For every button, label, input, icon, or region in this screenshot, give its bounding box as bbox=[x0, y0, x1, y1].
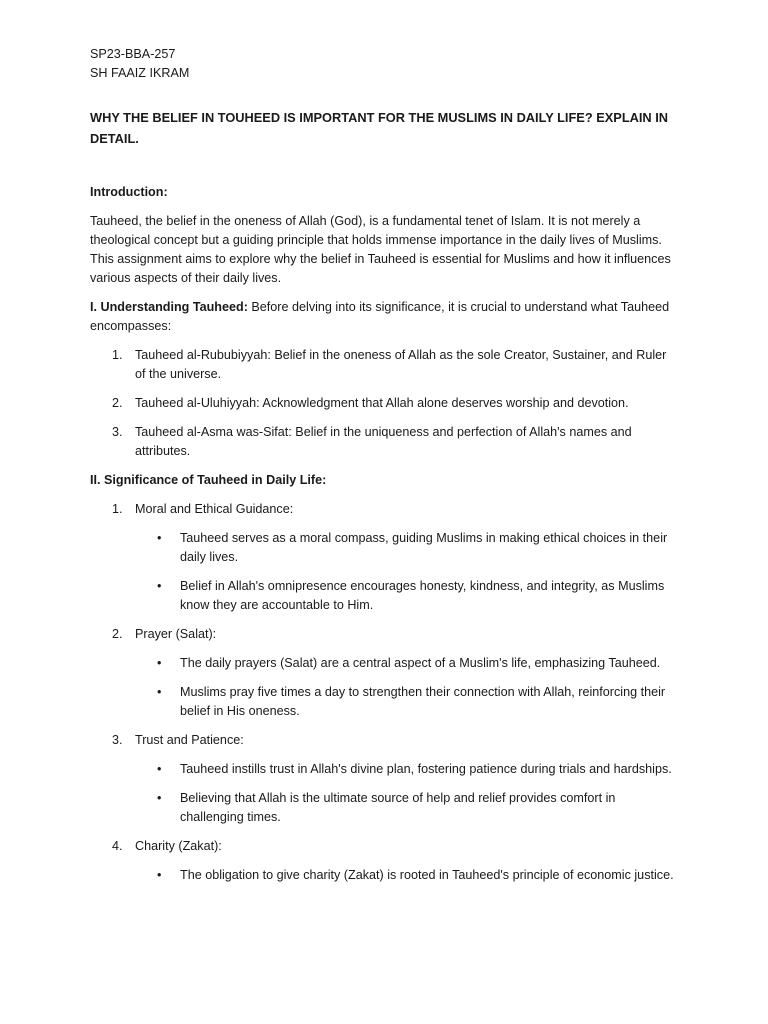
student-id: SP23-BBA-257 bbox=[90, 47, 176, 61]
list-item bbox=[90, 346, 680, 384]
bullet-icon: • bbox=[157, 791, 162, 805]
bullet-icon: • bbox=[157, 685, 162, 699]
bullet-text: Believing that Allah is the ultimate source of help and relief provides comfort in challenging times. bbox=[180, 791, 616, 824]
bullet-item bbox=[135, 654, 680, 673]
section2-heading-line bbox=[90, 471, 680, 490]
section1-heading: I. Understanding Tauheed: bbox=[90, 300, 248, 314]
bullet-item bbox=[135, 866, 680, 885]
list-item-text: Tauheed al-Uluhiyyah: Acknowledgment that Allah alone deserves worship and devotion. bbox=[135, 396, 629, 410]
bullet-list bbox=[135, 529, 680, 615]
bullet-item bbox=[135, 683, 680, 721]
bullet-list bbox=[135, 866, 680, 885]
bullet-list bbox=[135, 654, 680, 721]
list-number: 1. bbox=[112, 502, 123, 516]
bullet-item bbox=[135, 577, 680, 615]
list-item bbox=[90, 731, 680, 827]
bullet-icon: • bbox=[157, 579, 162, 593]
intro-paragraph: Tauheed, the belief in the oneness of Allah (God), is a fundamental tenet of Islam. It is not merely a theological concept but a guiding principle that holds immense importance in the daily lives of Muslims. This assignment aims to explore why the belief in Tauheed is essential for Muslims and how it influences various aspects of their daily lives. bbox=[90, 214, 671, 285]
bullet-text: Muslims pray five times a day to strengthen their connection with Allah, reinforcing their belief in His oneness. bbox=[180, 685, 666, 718]
assignment-title: WHY THE BELIEF IN TOUHEED IS IMPORTANT FOR THE MUSLIMS IN DAILY LIFE? EXPLAIN IN DETAIL. bbox=[90, 110, 669, 146]
list-number: 3. bbox=[112, 733, 123, 747]
list-item-text: Moral and Ethical Guidance: bbox=[135, 502, 294, 516]
list-item bbox=[90, 394, 680, 413]
section1-paragraph bbox=[90, 298, 680, 336]
list-item-text: Prayer (Salat): bbox=[135, 627, 217, 641]
list-item bbox=[90, 625, 680, 721]
list-item bbox=[90, 500, 680, 615]
list-item-text: Trust and Patience: bbox=[135, 733, 244, 747]
bullet-icon: • bbox=[157, 531, 162, 545]
bullet-text: Tauheed serves as a moral compass, guiding Muslims in making ethical choices in their daily lives. bbox=[180, 531, 668, 564]
list-item bbox=[90, 423, 680, 461]
list-number: 2. bbox=[112, 396, 123, 410]
list-number: 1. bbox=[112, 348, 123, 362]
bullet-item bbox=[135, 789, 680, 827]
bullet-list bbox=[135, 760, 680, 827]
bullet-item bbox=[135, 529, 680, 567]
section2-list bbox=[90, 500, 680, 885]
intro-heading: Introduction: bbox=[90, 185, 168, 199]
student-name: SH FAAIZ IKRAM bbox=[90, 66, 190, 80]
bullet-icon: • bbox=[157, 656, 162, 670]
bullet-text: Tauheed instills trust in Allah's divine plan, fostering patience during trials and hardships. bbox=[180, 762, 672, 776]
bullet-text: Belief in Allah's omnipresence encourages honesty, kindness, and integrity, as Muslims know they are accountable to Him. bbox=[180, 579, 665, 612]
bullet-icon: • bbox=[157, 868, 162, 882]
bullet-text: The daily prayers (Salat) are a central aspect of a Muslim's life, emphasizing Tauheed. bbox=[180, 656, 661, 670]
list-item-text: Tauheed al-Rububiyyah: Belief in the oneness of Allah as the sole Creator, Sustainer, and Ruler of the universe. bbox=[135, 348, 667, 381]
section1-text: Before delving into its significance, it is crucial to understand what Tauheed encompasses: bbox=[90, 300, 670, 333]
list-number: 3. bbox=[112, 425, 123, 439]
list-item-text: Tauheed al-Asma was-Sifat: Belief in the uniqueness and perfection of Allah's names and attributes. bbox=[135, 425, 632, 458]
list-number: 2. bbox=[112, 627, 123, 641]
bullet-icon: • bbox=[157, 762, 162, 776]
list-item bbox=[90, 837, 680, 885]
list-number: 4. bbox=[112, 839, 123, 853]
list-item-text: Charity (Zakat): bbox=[135, 839, 222, 853]
bullet-item bbox=[135, 760, 680, 779]
bullet-text: The obligation to give charity (Zakat) is rooted in Tauheed's principle of economic justice. bbox=[180, 868, 674, 882]
section2-heading: II. Significance of Tauheed in Daily Life: bbox=[90, 473, 327, 487]
section1-list bbox=[90, 346, 680, 461]
